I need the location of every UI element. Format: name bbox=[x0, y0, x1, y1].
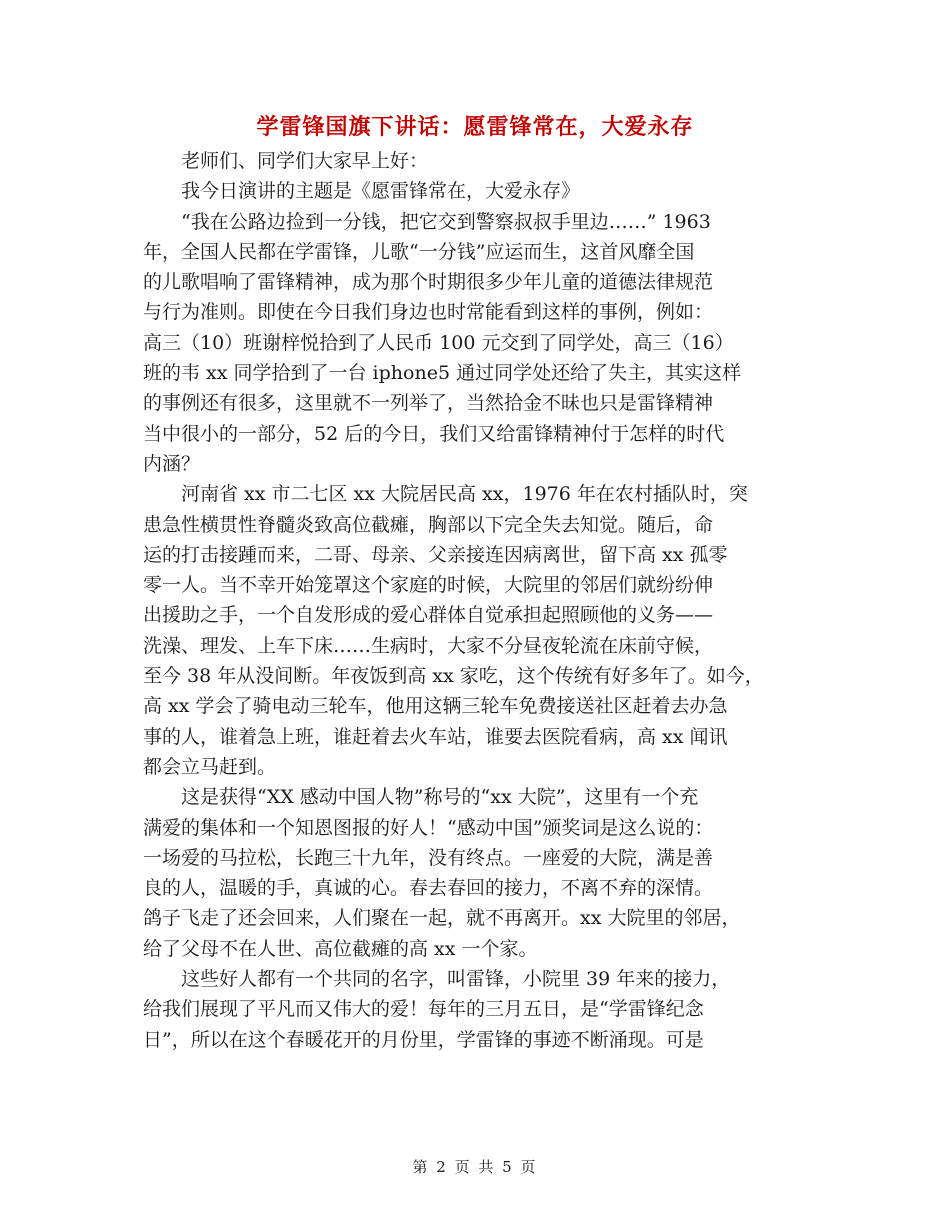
paragraph-line: 一场爱的马拉松，长跑三十九年，没有终点。一座爱的大院，满是善 bbox=[143, 846, 714, 869]
paragraph-line: 事的人，谁着急上班，谁赶着去火车站，谁要去医院看病，高 xx 闻讯 bbox=[143, 725, 728, 748]
paragraph bbox=[143, 782, 811, 964]
paragraph-line: 这是获得“XX 感动中国人物”称号的“xx 大院”，这里有一个充 bbox=[181, 786, 699, 809]
paragraph-line: 运的打击接踵而来，二哥、母亲、父亲接连因病离世，留下高 xx 孤零 bbox=[143, 543, 728, 566]
paragraph-line: 患急性横贯性脊髓炎致高位截瘫，胸部以下完全失去知觉。随后，命 bbox=[143, 513, 714, 536]
paragraph-line: 良的人，温暖的手，真诚的心。春去春回的接力，不离不弃的深情。 bbox=[143, 877, 714, 900]
paragraph-line: 至今 38 年从没间断。年夜饭到高 xx 家吃，这个传统有好多年了。如今， bbox=[143, 665, 764, 688]
document-body bbox=[143, 146, 811, 1055]
paragraph-line: 鸽子飞走了还会回来，人们聚在一起，就不再离开。xx 大院里的邻居， bbox=[143, 907, 741, 930]
paragraph bbox=[143, 479, 811, 782]
paragraph-line: 我今日演讲的主题是《愿雷锋常在，大爱永存》 bbox=[181, 180, 581, 203]
paragraph-line: 班的韦 xx 同学拾到了一台 iphone5 通过同学处还给了失主，其实这样 bbox=[143, 362, 742, 385]
paragraph-line: “我在公路边捡到一分钱，把它交到警察叔叔手里边……” 1963 bbox=[181, 210, 711, 233]
paragraph bbox=[143, 964, 811, 1055]
paragraph bbox=[143, 207, 811, 480]
paragraph-line: 河南省 xx 市二七区 xx 大院居民高 xx，1976 年在农村插队时，突 bbox=[181, 483, 748, 506]
document-title: 学雷锋国旗下讲话：愿雷锋常在，大爱永存 bbox=[256, 114, 694, 140]
paragraph-line: 与行为准则。即使在今日我们身边也时常能看到这样的事例，例如： bbox=[143, 301, 714, 324]
paragraph-line: 满爱的集体和一个知恩图报的好人！“感动中国”颁奖词是这么说的： bbox=[143, 816, 714, 839]
paragraph-line: 这些好人都有一个共同的名字，叫雷锋，小院里 39 年来的接力， bbox=[181, 968, 731, 991]
paragraph-line: 洗澡、理发、上车下床……生病时，大家不分昼夜轮流在床前守候， bbox=[143, 634, 714, 657]
paragraph-line: 给了父母不在人世、高位截瘫的高 xx 一个家。 bbox=[143, 937, 538, 960]
paragraph-line: 高 xx 学会了骑电动三轮车，他用这辆三轮车免费接送社区赶着去办急 bbox=[143, 695, 728, 718]
paragraph-line: 零一人。当不幸开始笼罩这个家庭的时候，大院里的邻居们就纷纷伸 bbox=[143, 574, 714, 597]
paragraph-line: 内涵？ bbox=[143, 452, 201, 475]
page-footer: 第 2 页 共 5 页 bbox=[412, 1158, 538, 1176]
paragraph-line: 出援助之手，一个自发形成的爱心群体自觉承担起照顾他的义务—— bbox=[143, 604, 714, 627]
paragraph-line: 的儿歌唱响了雷锋精神，成为那个时期很多少年儿童的道德法律规范 bbox=[143, 271, 714, 294]
paragraph-line: 日”，所以在这个春暖花开的月份里，学雷锋的事迹不断涌现。可是 bbox=[143, 1028, 704, 1051]
paragraph bbox=[143, 146, 811, 176]
paragraph-line: 高三（10）班谢梓悦拾到了人民币 100 元交到了同学处，高三（16） bbox=[143, 331, 734, 354]
paragraph-line: 当中很小的一部分，52 后的今日，我们又给雷锋精神付于怎样的时代 bbox=[143, 422, 725, 445]
paragraph-line: 给我们展现了平凡而又伟大的爱！每年的三月五日，是“学雷锋纪念 bbox=[143, 998, 704, 1021]
paragraph bbox=[143, 176, 811, 206]
paragraph-line: 都会立马赶到。 bbox=[143, 755, 277, 778]
paragraph-line: 老师们、同学们大家早上好： bbox=[181, 150, 429, 172]
paragraph-line: 的事例还有很多，这里就不一列举了，当然拾金不昧也只是雷锋精神 bbox=[143, 392, 714, 415]
paragraph-line: 年，全国人民都在学雷锋，儿歌“一分钱”应运而生，这首风靡全国 bbox=[143, 240, 695, 263]
